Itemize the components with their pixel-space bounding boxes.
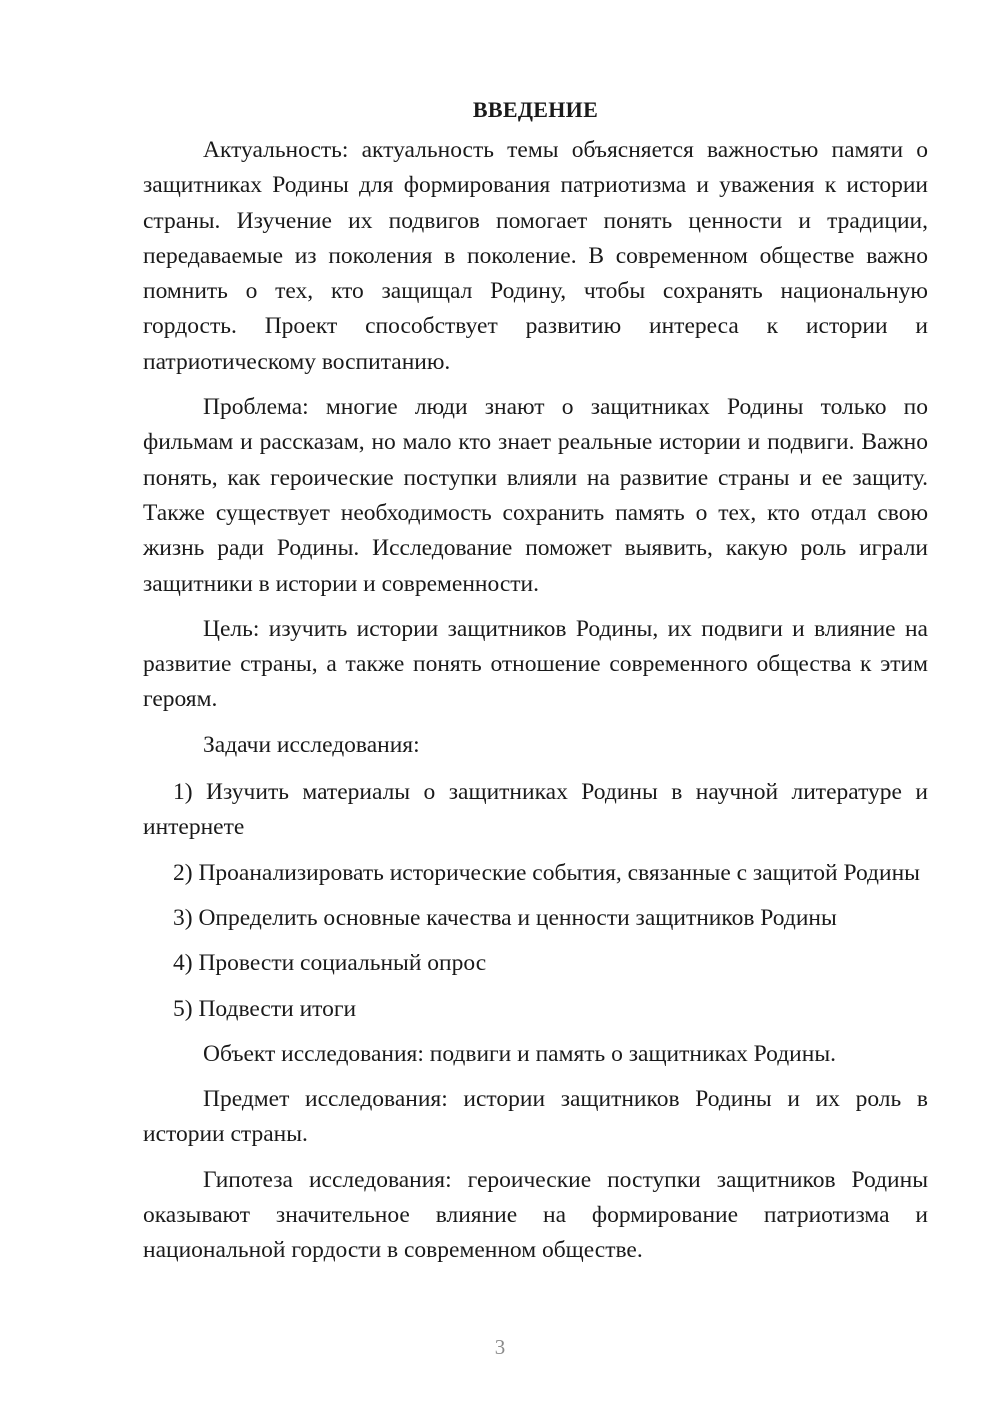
page-title: ВВЕДЕНИЕ xyxy=(472,97,599,122)
paragraph-hypothesis: Гипотеза исследования: героические поступки защитников Родины оказывают значительное влияние на формирование патриотизма и национальной гордости в современном обществе. xyxy=(143,1166,928,1264)
task-item-3: 3) Определить основные качества и ценности защитников Родины xyxy=(173,904,837,931)
page-content xyxy=(143,92,928,1269)
task-item-4: 4) Провести социальный опрос xyxy=(173,950,487,977)
paragraph-relevance: Актуальность: актуальность темы объясняется важностью памяти о защитниках Родины для формирования патриотизма и уважения к истории страны. Изучение их подвигов помогает понять ценности и традиции, передаваемые из поколения в поколение. В современном обществе важно помнить о тех, кто защищал Родину, чтобы сохранять национальную гордость. Проект способствует развитию интереса к истории и патриотическому воспитанию. xyxy=(143,137,928,375)
tasks-list xyxy=(143,775,928,1027)
tasks-heading: Задачи исследования: xyxy=(203,731,420,758)
page-number: 3 xyxy=(494,1335,506,1359)
task-item-2: 2) Проанализировать исторические события, связанные с защитой Родины xyxy=(173,859,920,886)
paragraph-subject: Предмет исследования: истории защитников Родины и их роль в истории страны. xyxy=(143,1086,928,1148)
paragraph-object: Объект исследования: подвиги и память о защитниках Родины. xyxy=(203,1040,836,1067)
paragraph-problem: Проблема: многие люди знают о защитниках Родины только по фильмам и рассказам, но мало кто знает реальные истории и подвиги. Важно понять, как героические поступки влияли на развитие страны и ее защиту. Также существует необходимость сохранить память о тех, кто отдал свою жизнь ради Родины. Исследование поможет выявить, какую роль играли защитники в истории и современности. xyxy=(143,394,928,597)
task-item-5: 5) Подвести итоги xyxy=(173,995,357,1022)
task-item-1: 1) Изучить материалы о защитниках Родины в научной литературе и интернете xyxy=(143,779,928,841)
paragraph-goal: Цель: изучить истории защитников Родины, их подвиги и влияние на развитие страны, а также понять отношение современного общества к этим героям. xyxy=(143,615,928,713)
